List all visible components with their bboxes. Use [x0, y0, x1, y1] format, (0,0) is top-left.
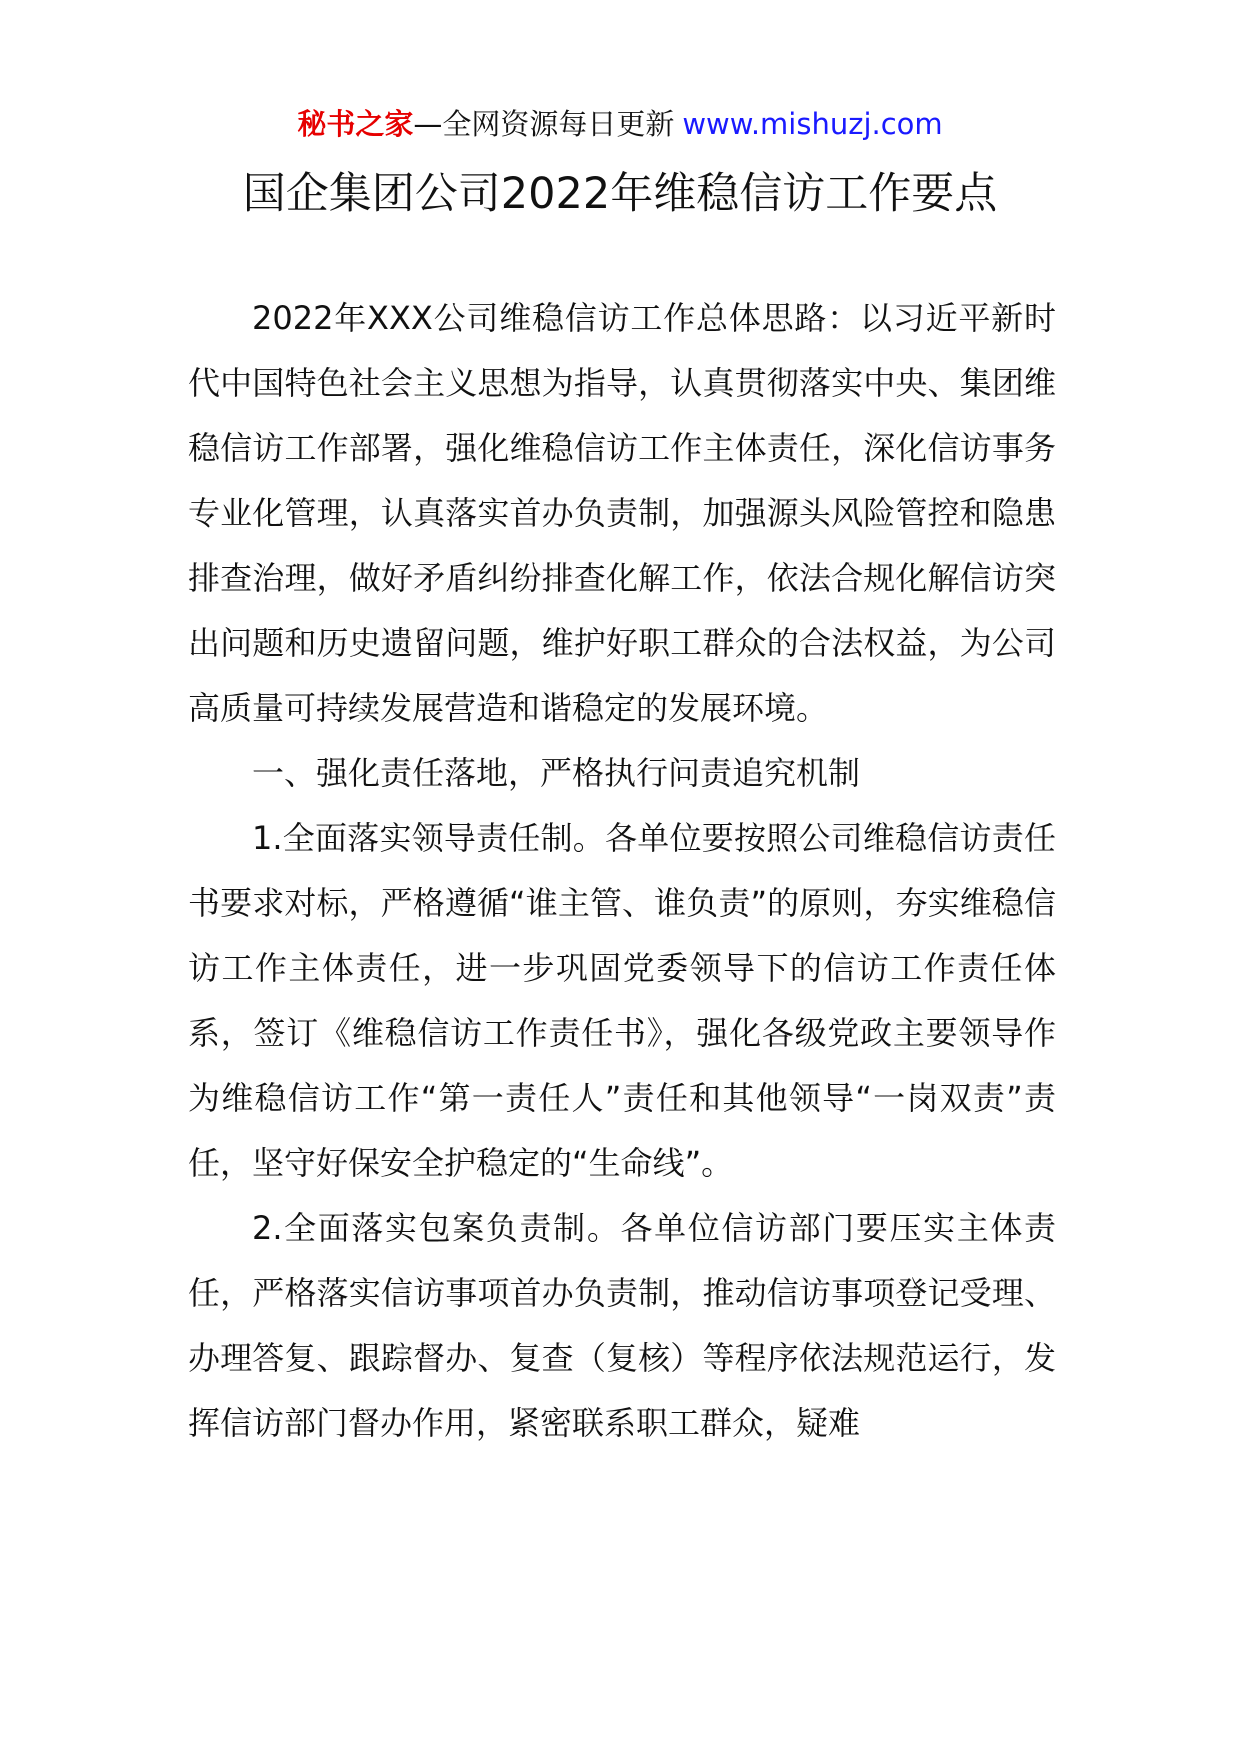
body-paragraph: 2.全面落实包案负责制。各单位信访部门要压实主体责任，严格落实信访事项首办负责制，推动信访事项登记受理、办理答复、跟踪督办、复查（复核）等程序依法规范运行，发挥信访部门督办作用，紧密联系职工群众，疑难 — [188, 1209, 1056, 1442]
site-url-link[interactable]: www.mishuzj.com — [682, 107, 943, 141]
site-tagline: —全网资源每日更新 — [413, 107, 675, 141]
document-body — [188, 286, 1056, 1456]
document-title: 国企集团公司2022年维稳信访工作要点 — [242, 169, 998, 219]
site-name: 秘书之家 — [297, 107, 414, 141]
intro-paragraph: 2022年XXX公司维稳信访工作总体思路：以习近平新时代中国特色社会主义思想为指导，认真贯彻落实中央、集团维稳信访工作部署，强化维稳信访工作主体责任，深化信访事务专业化管理，认真落实首办负责制，加强源头风险管控和隐患排查治理，做好矛盾纠纷排查化解工作，依法合规化解信访突出问题和历史遗留问题，维护好职工群众的合法权益，为公司高质量可持续发展营造和谐稳定的发展环境。 — [188, 299, 1056, 727]
site-header — [0, 104, 1240, 144]
body-paragraph: 1.全面落实领导责任制。各单位要按照公司维稳信访责任书要求对标，严格遵循“谁主管、谁负责”的原则，夯实维稳信访工作主体责任，进一步巩固党委领导下的信访工作责任体系，签订《维稳信访工作责任书》，强化各级党政主要领导作为维稳信访工作“第一责任人”责任和其他领导“一岗双责”责任，坚守好保安全护稳定的“生命线”。 — [188, 819, 1056, 1182]
section-heading: 一、强化责任落地，严格执行问责追究机制 — [252, 754, 861, 792]
